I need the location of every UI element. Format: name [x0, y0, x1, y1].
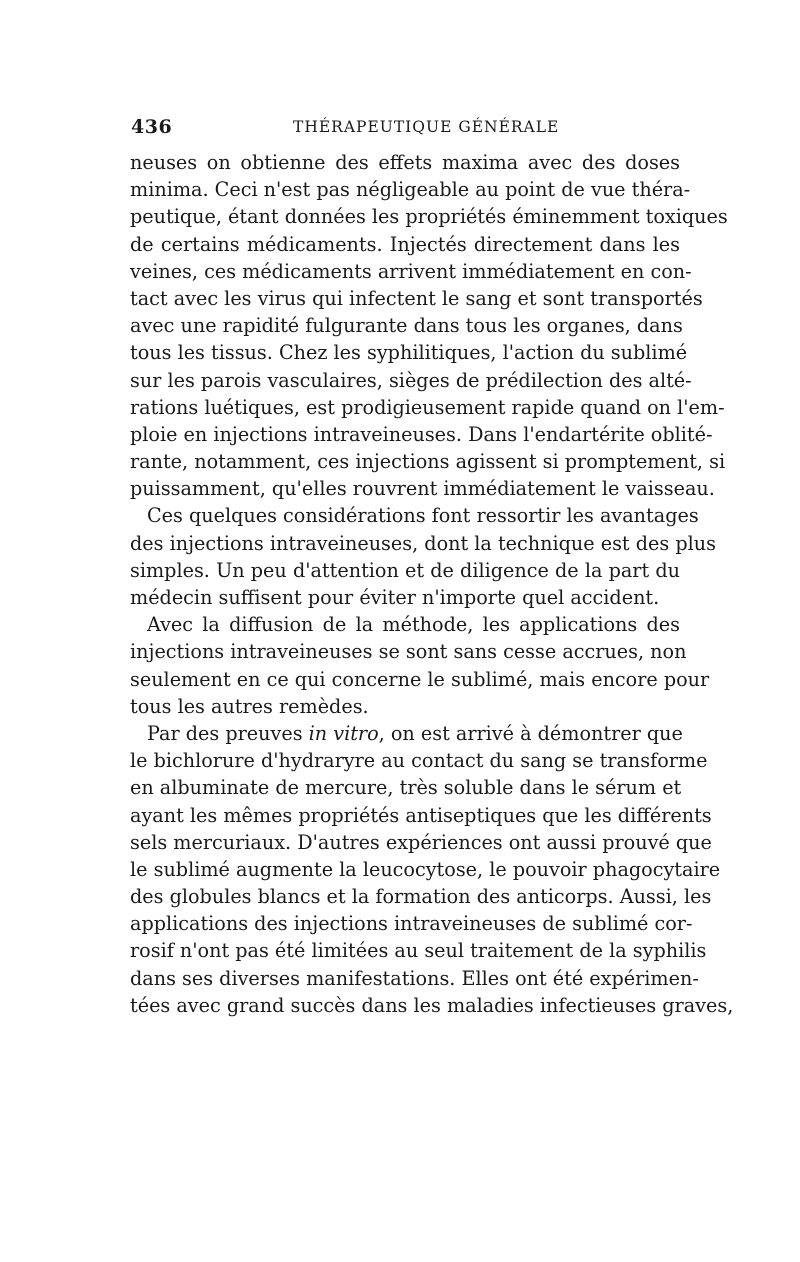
text-line: avec une rapidité fulgurante dans tous les organes, dans: [130, 314, 683, 338]
text-line: médecin suffisent pour éviter n'importe quel accident.: [130, 586, 660, 609]
text-line-with-italic: [130, 720, 683, 747]
text-line: simples. Un peu d'attention et de diligence de la part du: [130, 558, 680, 582]
text-line: Ces quelques considérations font ressortir les avantages: [147, 504, 699, 528]
text-line: le sublimé augmente la leucocytose, le pouvoir phagocytaire: [130, 857, 721, 881]
text-line: Avec la diffusion de la méthode, les applications des: [147, 613, 680, 637]
text-body: [130, 149, 734, 1019]
text-line: ayant les mêmes propriétés antiseptiques que les différents: [130, 803, 712, 827]
text-line: des injections intraveineuses, dont la technique est des plus: [130, 531, 716, 555]
text-line: en albuminate de mercure, très soluble dans le sérum et: [130, 776, 682, 800]
text-line: seulement en ce qui concerne le sublimé, mais encore pour: [130, 667, 710, 691]
text-line: tact avec les virus qui infectent le sang et sont transportés: [130, 286, 703, 310]
text-line: tous les autres remèdes.: [130, 694, 369, 718]
text-line: sur les parois vasculaires, sièges de prédilection des alté-: [130, 368, 692, 392]
text-line: rante, notamment, ces injections agissent si promptement, si: [130, 450, 726, 474]
page-number: 436: [131, 116, 173, 138]
italic-phrase: in vitro: [308, 721, 379, 745]
text-line: rosif n'ont pas été limitées au seul traitement de la syphilis: [130, 939, 707, 963]
running-title: THÉRAPEUTIQUE GÉNÉRALE: [293, 118, 560, 136]
text-line: le bichlorure d'hydraryre au contact du sang se transforme: [130, 749, 708, 773]
text-line: minima. Ceci n'est pas négligeable au point de vue théra-: [130, 178, 691, 202]
text-line: rations luétiques, est prodigieusement rapide quand on l'em-: [130, 395, 725, 419]
text-line: injections intraveineuses se sont sans cesse accrues, non: [130, 640, 687, 664]
text-line: sels mercuriaux. D'autres expériences ont aussi prouvé que: [130, 830, 712, 854]
text-segment: Par des preuves: [147, 721, 309, 745]
text-line: tées avec grand succès dans les maladies infectieuses graves,: [130, 993, 734, 1017]
text-segment: , on est arrivé à démontrer que: [378, 721, 683, 745]
text-line: dans ses diverses manifestations. Elles ont été expérimen-: [130, 966, 699, 990]
text-line: peutique, étant données les propriétés éminemment toxiques: [130, 205, 728, 229]
text-line: veines, ces médicaments arrivent immédiatement en con-: [130, 259, 692, 283]
text-line: de certains médicaments. Injectés directement dans les: [130, 232, 680, 256]
text-line: applications des injections intraveineuses de sublimé cor-: [130, 912, 693, 936]
text-line: des globules blancs et la formation des anticorps. Aussi, les: [130, 885, 712, 909]
text-line: tous les tissus. Chez les syphilitiques, l'action du sublimé: [130, 341, 688, 365]
text-line: neuses on obtienne des effets maxima avec des doses: [130, 151, 680, 174]
running-head: [131, 116, 681, 144]
text-line: ploie en injections intraveineuses. Dans l'endartérite oblité-: [130, 422, 713, 446]
text-line: puissamment, qu'elles rouvrent immédiatement le vaisseau.: [130, 477, 715, 501]
